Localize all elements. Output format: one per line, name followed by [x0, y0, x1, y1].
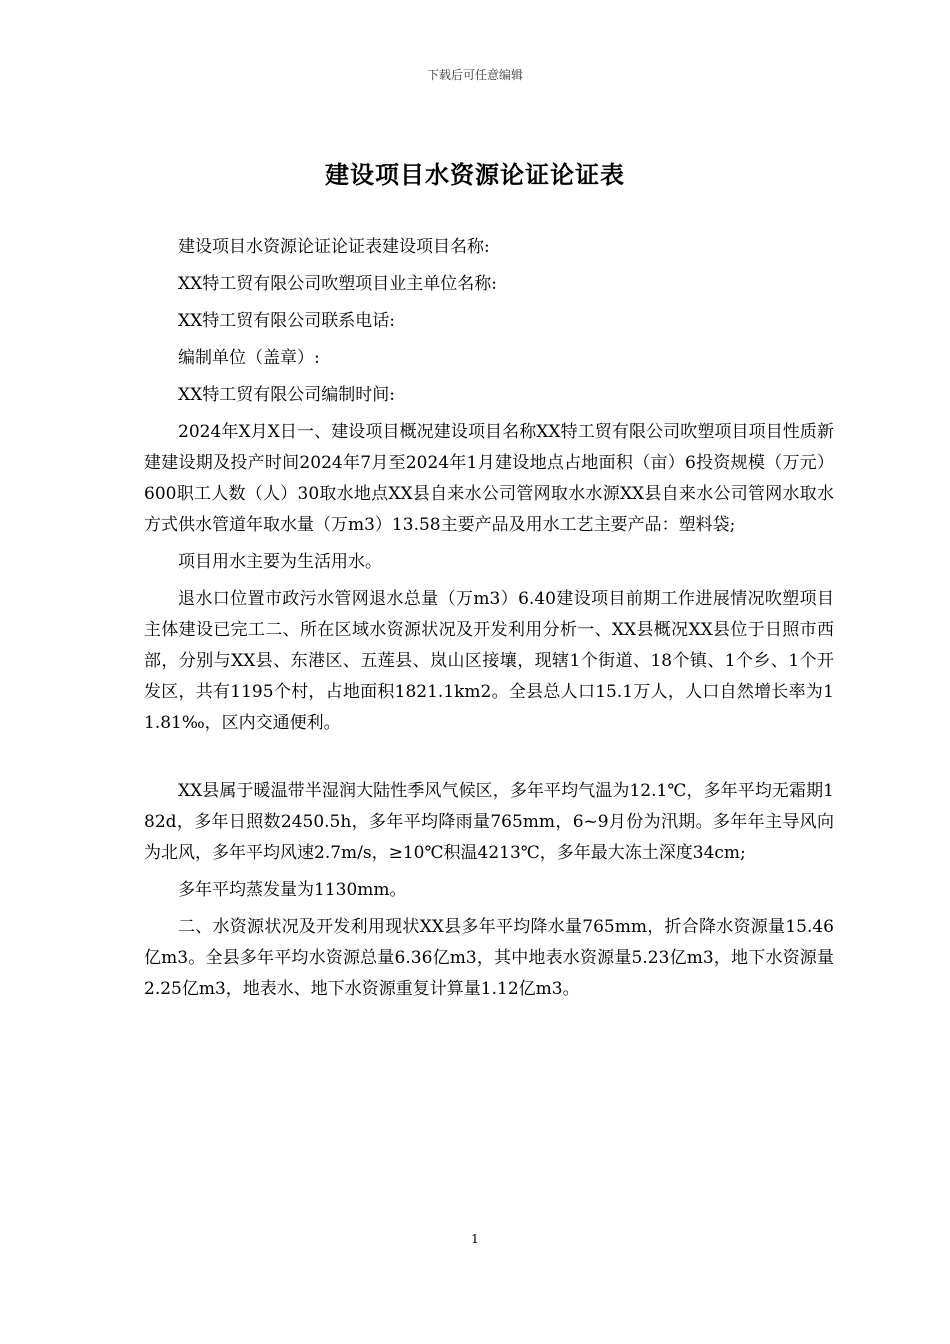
page-number: 1: [471, 1232, 479, 1246]
paragraph-climate: XX县属于暖温带半湿润大陆性季风气候区，多年平均气温为12.1℃，多年平均无霜期182d，多年日照数2450.5h，多年平均降雨量765mm，6~9月份为汛期。多年年主导风向为北风，多年平均风速2.7m/s，≥10℃积温4213℃，多年最大冻土深度34cm;: [144, 781, 834, 863]
paragraph-drainage-county-overview: 退水口位置市政污水管网退水总量（万m3）6.40建设项目前期工作进展情况吹塑项目主体建设已完工二、所在区域水资源状况及开发利用分析一、XX县概况XX县位于日照市西部，分别与XX县、东港区、五莲县、岚山区接壤，现辖1个街道、18个镇、1个乡、1个开发区，共有1195个村，占地面积1821.1km2。全县总人口15.1万人，人口自然增长率为11.81‰，区内交通便利。: [144, 589, 834, 733]
page-header: 下载后可任意编辑: [426, 68, 523, 82]
paragraph-water-use: 项目用水主要为生活用水。: [178, 552, 382, 572]
paragraph-compile-time: XX特工贸有限公司编制时间:: [178, 385, 395, 405]
paragraph-contact-phone: XX特工贸有限公司联系电话:: [178, 311, 395, 331]
paragraph-project-name: 建设项目水资源论证论证表建设项目名称:: [178, 237, 490, 257]
document-title: 建设项目水资源论证论证表: [325, 161, 625, 189]
document-body: [144, 232, 834, 1011]
blank-line: [144, 745, 834, 776]
paragraph-compiling-unit: 编制单位（盖章）:: [178, 348, 320, 368]
paragraph-project-overview: 2024年X月X日一、建设项目概况建设项目名称XX特工贸有限公司吹塑项目项目性质新建建设期及投产时间2024年7月至2024年1月建设地点占地面积（亩）6投资规模（万元）600职工人数（人）30取水地点XX县自来水公司管网取水水源XX县自来水公司管网水取水方式供水管道年取水量（万m3）13.58主要产品及用水工艺主要产品：塑料袋;: [144, 422, 834, 535]
paragraph-owner-unit: XX特工贸有限公司吹塑项目业主单位名称:: [178, 274, 497, 294]
paragraph-evaporation: 多年平均蒸发量为1130mm。: [178, 880, 407, 900]
paragraph-water-resources: 二、水资源状况及开发利用现状XX县多年平均降水量765mm，折合降水资源量15.46亿m3。全县多年平均水资源总量6.36亿m3，其中地表水资源量5.23亿m3，地下水资源量2.25亿m3，地表水、地下水资源重复计算量1.12亿m3。: [144, 917, 834, 999]
